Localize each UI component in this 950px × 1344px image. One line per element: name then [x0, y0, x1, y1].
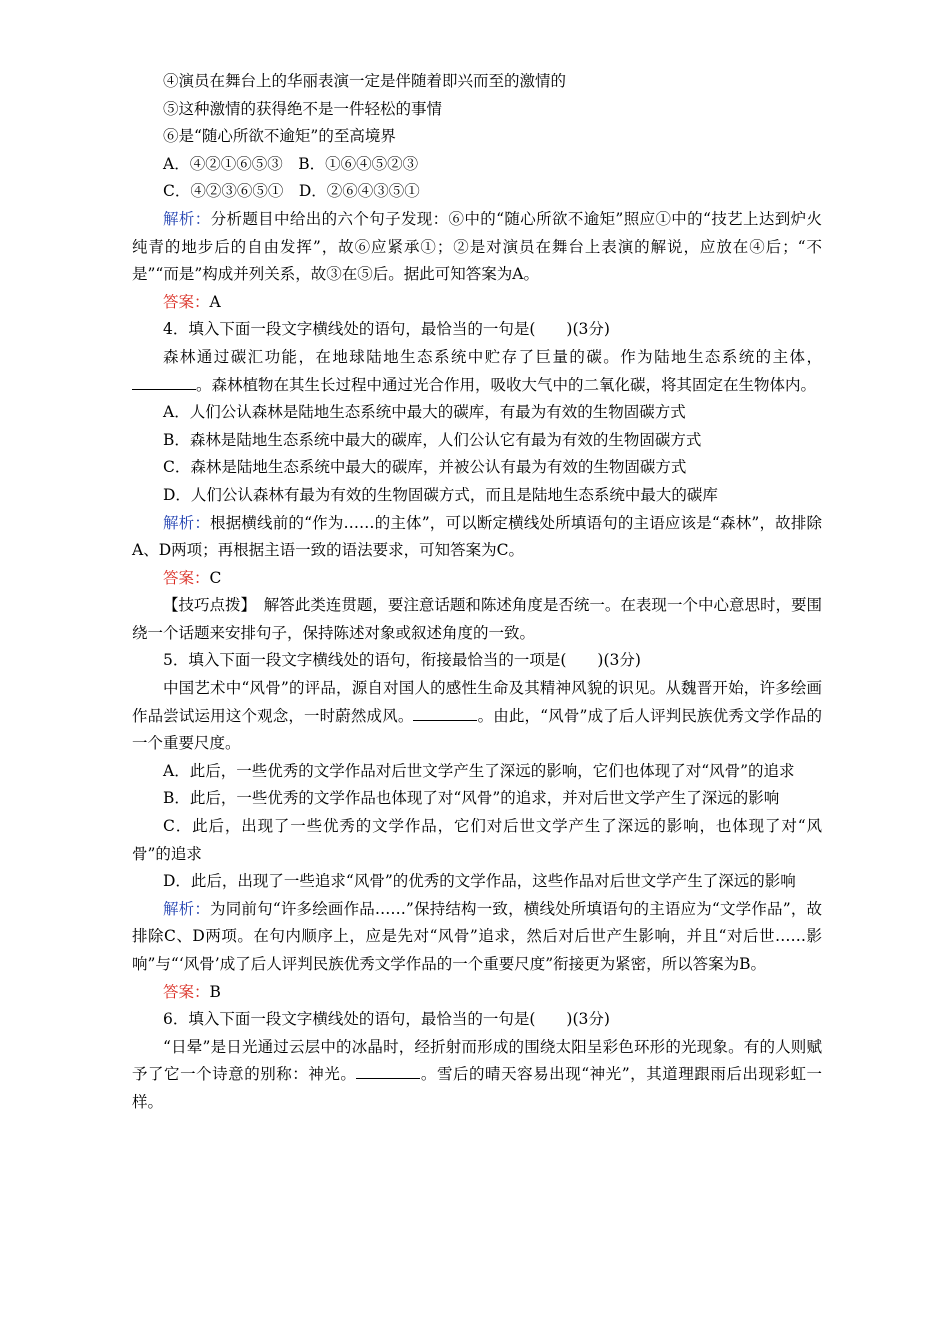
q5-option-c: C．此后，出现了一些优秀的文学作品，它们对后世文学产生了深远的影响，也体现了对“风骨”的追求 — [132, 817, 822, 863]
q5-option-d: D．此后，出现了一些追求“风骨”的优秀的文学作品，这些作品对后世文学产生了深远的影响 — [163, 872, 796, 891]
answer-q4 — [132, 565, 822, 593]
options-cd: C．④②③⑥⑤① D．②⑥④③⑤① — [163, 182, 420, 201]
q4-text-a: 森林通过碳汇功能，在地球陆地生态系统中贮存了巨量的碳。作为陆地生态系统的主体， — [163, 347, 822, 366]
options-ab: A．④②①⑥⑤③ B．①⑥④⑤②③ — [163, 154, 419, 173]
document-page — [132, 68, 822, 1117]
q4-option-a: A．人们公认森林是陆地生态系统中最大的碳库，有最为有效的生物固碳方式 — [163, 403, 686, 422]
q6-text-a: “日晕”是日光通过云层中的冰晶时，经折射而形成的围绕太阳呈彩色环形的光现象。有的人则赋予了它一个诗意的别称：神光。 — [132, 1037, 822, 1084]
analysis-text: 分析题目中给出的六个句子发现：⑥中的“随心所欲不逾矩”照应①中的“技艺上达到炉火纯青的地步后的自由发挥”，故⑥应紧承①；②是对演员在舞台上表演的解说，应放在④后；“不是”“而是”构成并列关系，故③在⑤后。据此可知答案为A。 — [132, 209, 822, 284]
tip-text: 解答此类连贯题，要注意话题和陈述角度是否统一。在表现一个中心意思时，要围绕一个话题来安排句子，保持陈述对象或叙述角度的一致。 — [132, 596, 822, 642]
question-6-stem: 6．填入下面一段文字横线处的语句，最恰当的一句是( )(3分) — [163, 1010, 610, 1029]
fill-blank — [132, 375, 196, 390]
question-5-text — [132, 675, 822, 758]
answer-label: 答案： — [163, 982, 210, 1001]
analysis-text: 根据横线前的“作为……的主体”，可以断定横线处所填语句的主语应该是“森林”，故排除A、D两项；再根据主语一致的语法要求，可知答案为C。 — [132, 513, 822, 560]
q4-option-b: B．森林是陆地生态系统中最大的碳库，人们公认它有最为有效的生物固碳方式 — [163, 430, 702, 449]
sentence-5: ⑤这种激情的获得绝不是一件轻松的事情 — [163, 99, 443, 118]
sentence-4: ④演员在舞台上的华丽表演一定是伴随着即兴而至的激情的 — [163, 72, 567, 90]
question-5-stem: 5．填入下面一段文字横线处的语句，衔接最恰当的一项是( )(3分) — [163, 651, 641, 670]
tip-q4 — [132, 592, 822, 647]
answer-label: 答案： — [163, 292, 210, 311]
answer-value: A — [209, 292, 221, 311]
answer-label: 答案： — [163, 568, 210, 587]
answer-value: C — [209, 568, 222, 587]
sentence-6: ⑥是“随心所欲不逾矩”的至高境界 — [163, 127, 396, 146]
q4-option-c: C．森林是陆地生态系统中最大的碳库，并被公认有最为有效的生物固碳方式 — [163, 458, 687, 477]
q5-text-b: 。由此，“风骨”成了后人评判民族优秀文学作品的一个重要尺度。 — [132, 706, 822, 753]
q5-option-b: B．此后，一些优秀的文学作品也体现了对“风骨”的追求，并对后世文学产生了深远的影响 — [163, 789, 780, 808]
question-6-text — [132, 1034, 822, 1117]
answer-value: B — [209, 982, 221, 1001]
question-4-stem: 4．填入下面一段文字横线处的语句，最恰当的一句是( )(3分) — [163, 320, 610, 339]
fill-blank — [356, 1064, 420, 1079]
analysis-text: 为同前句“许多绘画作品……”保持结构一致，横线处所填语句的主语应为“文学作品”，故排除C、D两项。在句内顺序上，应是先对“风骨”追求，然后对后世产生影响，并且“对后世……影响”与“‘风骨’成了后人评判民族优秀文学作品的一个重要尺度”衔接更为紧密，所以答案为B。 — [132, 899, 822, 973]
tip-label: 【技巧点拨】 — [163, 596, 249, 615]
q4-option-d: D．人们公认森林有最为有效的生物固碳方式，而且是陆地生态系统中最大的碳库 — [163, 485, 718, 504]
analysis-label: 解析： — [163, 899, 211, 918]
analysis-q5 — [132, 896, 822, 979]
question-4-text — [132, 344, 822, 399]
analysis-q4 — [132, 510, 822, 565]
analysis-label: 解析： — [163, 513, 211, 532]
answer-q5 — [132, 979, 822, 1007]
q5-text-a: 中国艺术中“风骨”的评品，源自对国人的感性生命及其精神风貌的识见。从魏晋开始，许多绘画作品尝试运用这个观念，一时蔚然成风。 — [132, 679, 822, 725]
analysis-q3 — [132, 206, 822, 289]
q4-text-b: 。森林植物在其生长过程中通过光合作用，吸收大气中的二氧化碳，将其固定在生物体内。 — [196, 375, 817, 394]
q5-option-a: A．此后，一些优秀的文学作品对后世文学产生了深远的影响，它们也体现了对“风骨”的追求 — [163, 761, 795, 780]
answer-q3 — [132, 289, 822, 317]
q6-text-b: 。雪后的晴天容易出现“神光”，其道理跟雨后出现彩虹一样。 — [132, 1065, 822, 1111]
analysis-label: 解析： — [163, 209, 211, 228]
fill-blank — [413, 706, 477, 721]
